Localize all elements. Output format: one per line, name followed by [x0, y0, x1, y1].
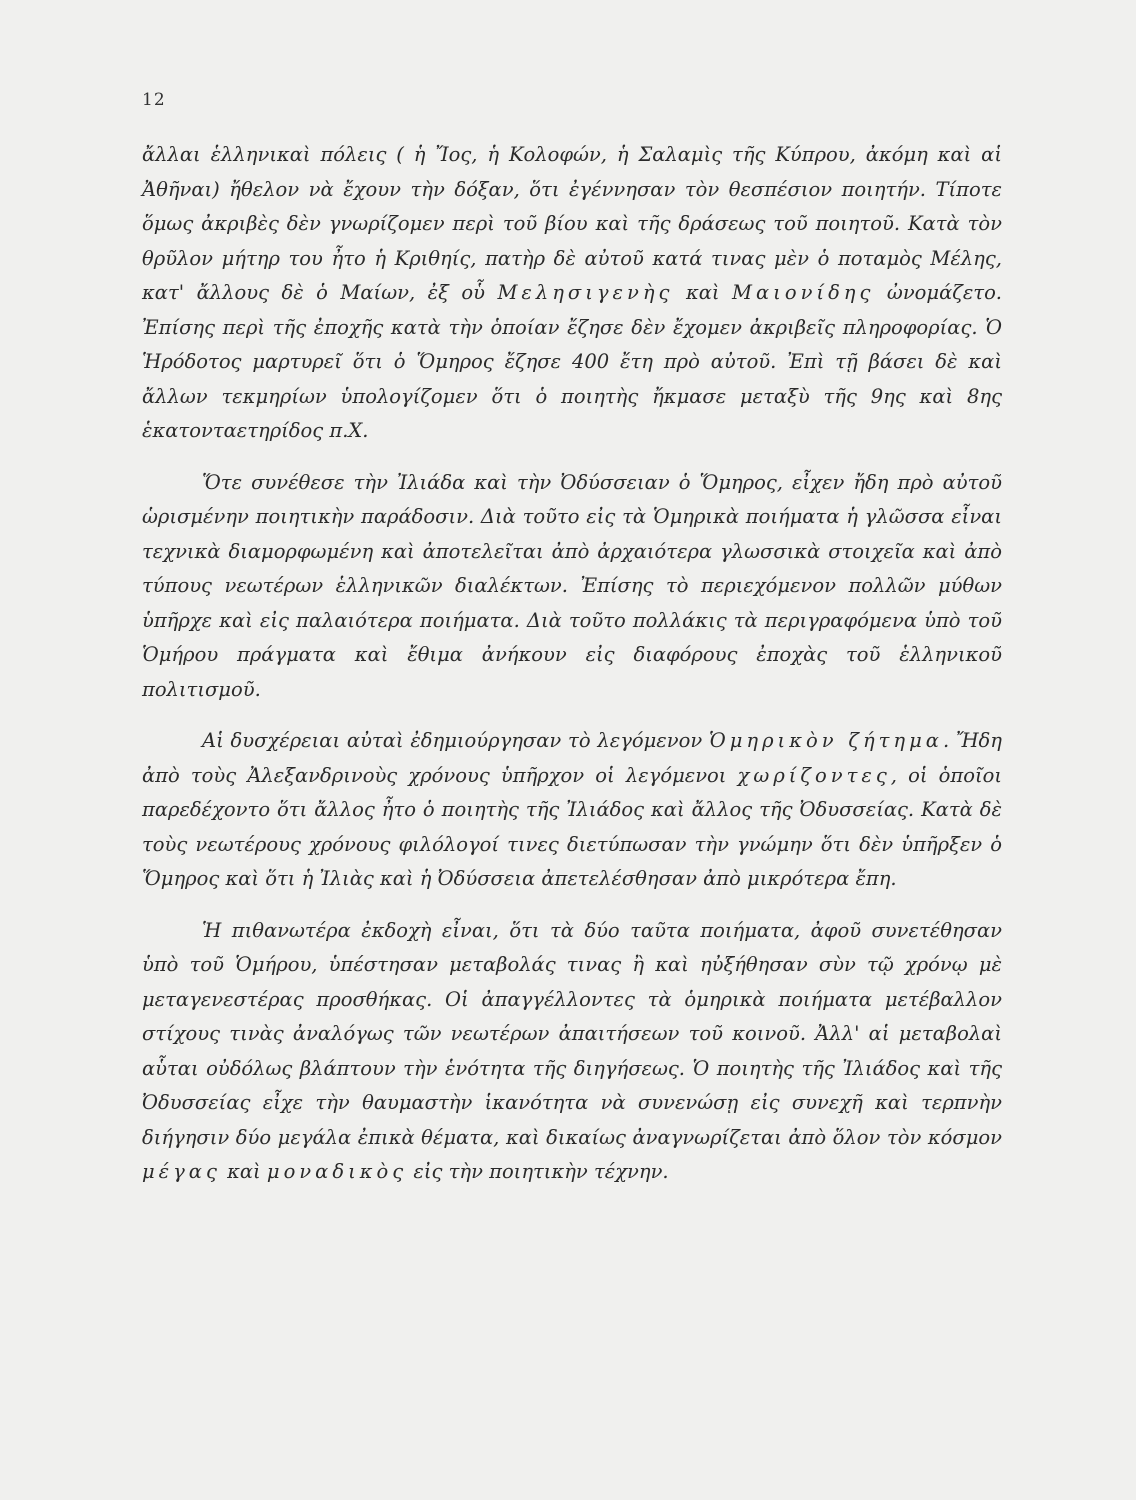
text-run: Αἱ δυσχέρειαι αὐταὶ ἐδημιούργησαν τὸ λεγόμενον	[202, 729, 709, 752]
paragraph	[142, 724, 1002, 897]
spaced-emphasis-text: μέγας	[142, 1160, 221, 1183]
spaced-emphasis-text: Μελησιγενὴς	[497, 281, 674, 304]
text-run: Ἡ πιθανωτέρα ἐκδοχὴ εἶναι, ὅτι τὰ δύο ταῦτα ποιήματα, ἀφοῦ συνετέθησαν ὑπὸ τοῦ Ὁμήρου, ὑπέστησαν μεταβολάς τινας ἢ καὶ ηὐξήθησαν σὺν τῷ χρόνῳ μὲ μεταγενεστέρας προσθήκας. Οἱ ἀπαγγέλλοντες τὰ ὁμηρικὰ ποιήματα μετέβαλλον στίχους τινὰς ἀναλόγως τῶν νεωτέρων ἀπαιτήσεων τοῦ κοινοῦ. Ἀλλ' αἱ μεταβολαὶ αὗται οὐδόλως βλάπτουν τὴν ἑνότητα τῆς διηγήσεως. Ὁ ποιητὴς τῆς Ἰλιάδος καὶ τῆς Ὀδυσσείας εἶχε τὴν θαυμαστὴν ἱκανότητα νὰ συνενώσῃ εἰς συνεχῆ καὶ τερπνὴν διήγησιν δύο μεγάλα ἐπικὰ θέματα, καὶ δικαίως ἀναγνωρίζεται ἀπὸ ὅλον τὸν κόσμον	[142, 918, 1002, 1149]
text-run: καὶ	[673, 281, 733, 304]
text-run: . Ἤδη ἀπὸ τοὺς Ἀλεξανδρινοὺς χρόνους ὑπῆρχον οἱ λεγόμενοι	[142, 729, 1002, 787]
page-body	[142, 138, 1002, 1190]
paragraph	[142, 138, 1002, 449]
text-run: ἄλλαι ἑλληνικαὶ πόλεις ( ἡ Ἴος, ἡ Κολοφών, ἡ Σαλαμὶς τῆς Κύπρου, ἀκόμη καὶ αἱ Ἀθῆναι) ἤθελον νὰ ἔχουν τὴν δόξαν, ὅτι ἐγέννησαν τὸν θεσπέσιον ποιητήν. Τίποτε ὅμως ἀκριβὲς δὲν γνωρίζομεν περὶ τοῦ βίου καὶ τῆς δράσεως τοῦ ποιητοῦ. Κατὰ τὸν θρῦλον μήτηρ του ἦτο ἡ Κριθηίς, πατὴρ δὲ αὐτοῦ κατά τινας μὲν ὁ ποταμὸς Μέλης, κατ' ἄλλους δὲ ὁ Μαίων, ἐξ οὗ	[142, 143, 1002, 304]
spaced-emphasis-text: μοναδικὸς	[266, 1160, 408, 1183]
text-run: Ὅτε συνέθεσε τὴν Ἰλιάδα καὶ τὴν Ὀδύσσειαν ὁ Ὅμηρος, εἶχεν ἤδη πρὸ αὐτοῦ ὡρισμένην ποιητικὴν παράδοσιν. Διὰ τοῦτο εἰς τὰ Ὁμηρικὰ ποιήματα ἡ γλῶσσα εἶναι τεχνικὰ διαμορφωμένη καὶ ἀποτελεῖται ἀπὸ ἀρχαιότερα γλωσσικὰ στοιχεῖα καὶ ἀπὸ τύπους νεωτέρων ἑλληνικῶν διαλέκτων. Ἐπίσης τὸ περιεχόμενον πολλῶν μύθων ὑπῆρχε καὶ εἰς παλαιότερα ποιήματα. Διὰ τοῦτο πολλάκις τὰ περιγραφόμενα ὑπὸ τοῦ Ὁμήρου πράγματα καὶ ἔθιμα ἀνήκουν εἰς διαφόρους ἐποχὰς τοῦ ἑλληνικοῦ πολιτισμοῦ.	[142, 470, 1002, 701]
text-run: , οἱ ὁποῖοι παρεδέχοντο ὅτι ἄλλος ἦτο ὁ ποιητὴς τῆς Ἰλιάδος καὶ ἄλλος τῆς Ὀδυσσείας. Κατὰ δὲ τοὺς νεωτέρους χρόνους φιλόλογοί τινες διετύπωσαν τὴν γνώμην ὅτι δὲν ὑπῆρξεν ὁ Ὅμηρος καὶ ὅτι ἡ Ἰλιὰς καὶ ἡ Ὀδύσσεια ἀπετελέσθησαν ἀπὸ μικρότερα ἔπη.	[142, 763, 1003, 890]
spaced-emphasis-text: Ὁμηρικὸν ζήτημα	[708, 729, 943, 752]
spaced-emphasis-text: Μαιονίδης	[732, 281, 875, 304]
spaced-emphasis-text: χωρίζοντες	[737, 763, 891, 787]
text-run: ὠνομάζετο. Ἐπίσης περὶ τῆς ἐποχῆς κατὰ τὴν ὁποίαν ἔζησε δὲν ἔχομεν ἀκριβεῖς πληροφορίας. Ὁ Ἡρόδοτος μαρτυρεῖ ὅτι ὁ Ὅμηρος ἔζησε 400 ἔτη πρὸ αὐτοῦ. Ἐπὶ τῇ βάσει δὲ καὶ ἄλλων τεκμηρίων ὑπολογίζομεν ὅτι ὁ ποιητὴς ἤκμασε μεταξὺ τῆς 9ης καὶ 8ης ἑκατονταετηρίδος π.Χ.	[142, 281, 1003, 442]
text-run: εἰς τὴν ποιητικὴν τέχνην.	[407, 1160, 669, 1183]
paragraph	[142, 914, 1002, 1190]
text-run: καὶ	[220, 1160, 267, 1183]
paragraph	[142, 466, 1002, 708]
page-number: 12	[142, 90, 166, 110]
